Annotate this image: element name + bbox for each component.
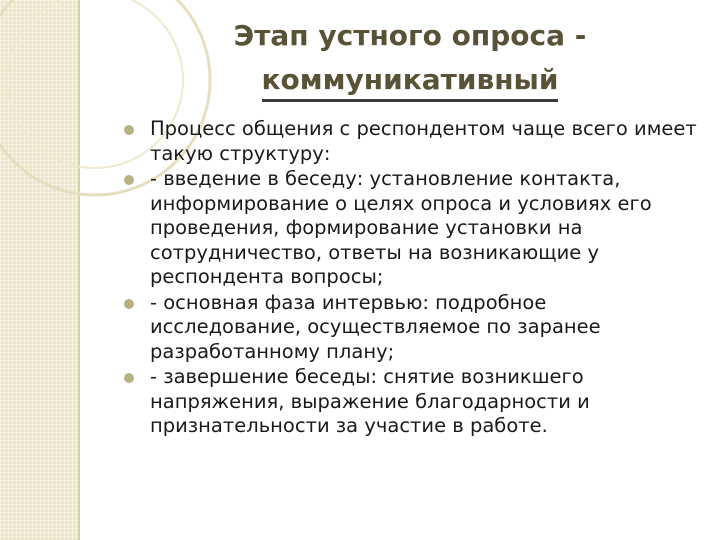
title-line-2: коммуникативный bbox=[262, 61, 559, 102]
bullet-list bbox=[124, 117, 699, 440]
decorative-sidebar bbox=[0, 0, 78, 540]
bullet-marker-icon bbox=[124, 299, 134, 309]
title-line-1: Этап устного опроса - bbox=[233, 19, 587, 52]
bullet-marker-icon bbox=[124, 125, 134, 135]
bullet-item bbox=[124, 365, 699, 439]
slide-title bbox=[150, 14, 670, 102]
sidebar-divider bbox=[78, 0, 80, 540]
bullet-text: - основная фаза интервью: подробное исследование, осуществляемое по заранее разработанному плану; bbox=[150, 290, 601, 363]
bullet-item bbox=[124, 117, 699, 166]
bullet-text: Процесс общения с респондентом чаще всего имеет такую структуру: bbox=[150, 117, 697, 165]
bullet-text: - завершение беседы: снятие возникшего напряжения, выражение благодарности и признательности за участие в работе. bbox=[150, 365, 590, 437]
bullet-text: - введение в беседу: установление контакта, информирование о целях опроса и условиях его проведения, формирование установки на сотрудничество, ответы на возникающие у респондента вопросы; bbox=[150, 167, 652, 288]
bullet-item bbox=[124, 167, 699, 290]
bullet-item bbox=[124, 291, 699, 365]
bullet-marker-icon bbox=[124, 175, 134, 185]
bullet-marker-icon bbox=[124, 373, 134, 383]
